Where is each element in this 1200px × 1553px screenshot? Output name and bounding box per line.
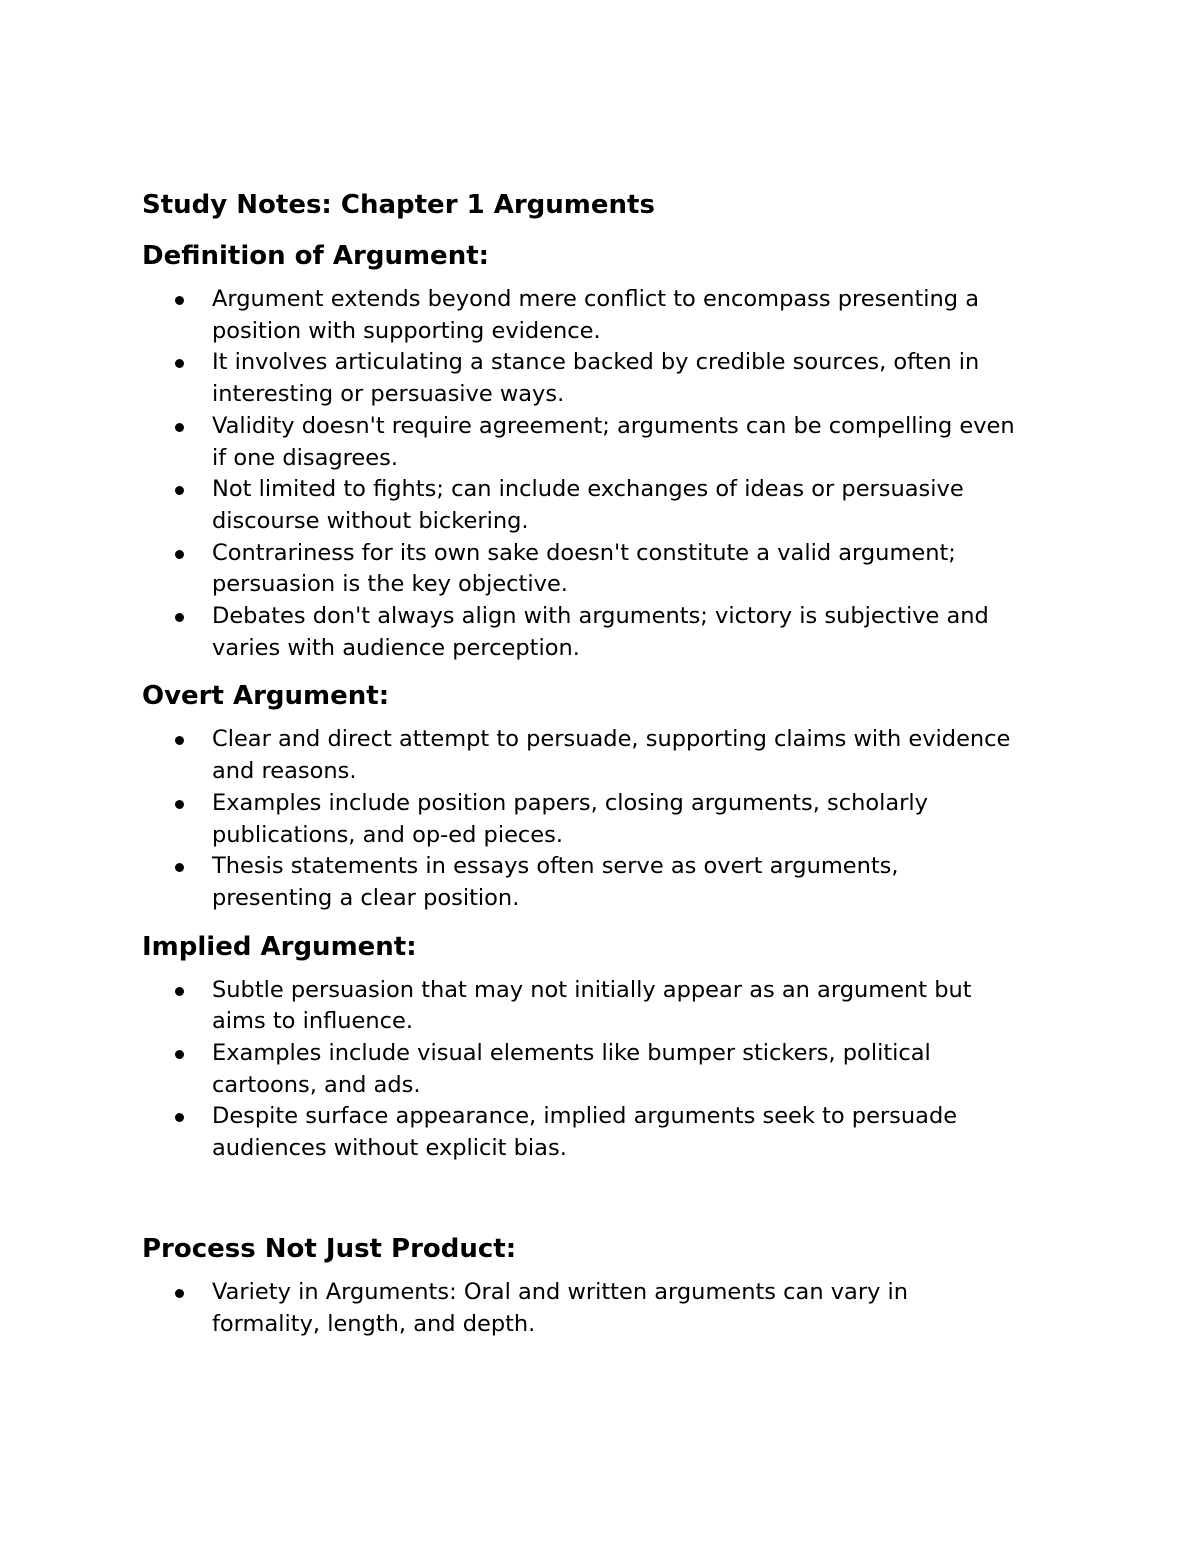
- bullet-line: Validity doesn't require agreement; arguments can be compelling even: [212, 412, 1015, 439]
- bullet-line: discourse without bickering.: [212, 507, 529, 534]
- bullet-line: persuasion is the key objective.: [212, 571, 568, 598]
- list-item: [142, 411, 1072, 474]
- list-item: [142, 284, 1072, 347]
- bullet-icon: [175, 423, 184, 432]
- list-item: [142, 538, 1072, 601]
- bullet-icon: [175, 987, 184, 996]
- bullet-line: Debates don't always align with arguments; victory is subjective and: [212, 603, 989, 630]
- bullet-list-overt: [142, 724, 1072, 914]
- section-heading-process: Process Not Just Product:: [142, 1233, 517, 1264]
- bullet-icon: [175, 359, 184, 368]
- list-item: [142, 788, 1072, 851]
- document-title: Study Notes: Chapter 1 Arguments: [142, 190, 655, 220]
- bullet-icon: [175, 736, 184, 745]
- section-heading-implied: Implied Argument:: [142, 931, 417, 962]
- bullet-line: presenting a clear position.: [212, 884, 520, 911]
- bullet-line: formality, length, and depth.: [212, 1310, 536, 1337]
- bullet-line: varies with audience perception.: [212, 634, 580, 661]
- bullet-line: audiences without explicit bias.: [212, 1135, 567, 1162]
- bullet-icon: [175, 550, 184, 559]
- bullet-line: publications, and op-ed pieces.: [212, 821, 564, 848]
- bullet-list-implied: [142, 975, 1072, 1165]
- list-item: [142, 724, 1072, 787]
- list-item: [142, 474, 1072, 537]
- bullet-line: Thesis statements in essays often serve as overt arguments,: [212, 853, 899, 880]
- bullet-icon: [175, 1289, 184, 1298]
- bullet-line: Clear and direct attempt to persuade, supporting claims with evidence: [212, 726, 1011, 753]
- blank-paragraph: [142, 1179, 1072, 1231]
- bullet-line: It involves articulating a stance backed by credible sources, often in: [212, 349, 980, 376]
- bullet-line: Subtle persuasion that may not initially appear as an argument but: [212, 976, 972, 1003]
- bullet-line: Contrariness for its own sake doesn't constitute a valid argument;: [212, 539, 956, 566]
- section-heading-definition: Definition of Argument:: [142, 241, 490, 271]
- bullet-icon: [175, 1050, 184, 1059]
- list-item: [142, 851, 1072, 914]
- document-content: [142, 186, 1072, 1354]
- section-heading-overt: Overt Argument:: [142, 681, 390, 712]
- bullet-icon: [175, 613, 184, 622]
- bullet-line: interesting or persuasive ways.: [212, 381, 565, 408]
- bullet-icon: [175, 486, 184, 495]
- bullet-list-process: [142, 1277, 1072, 1340]
- list-item: [142, 975, 1072, 1038]
- list-item: [142, 1101, 1072, 1164]
- bullet-icon: [175, 800, 184, 809]
- bullet-list-definition: [142, 284, 1072, 664]
- bullet-icon: [175, 863, 184, 872]
- bullet-line: Variety in Arguments: Oral and written arguments can vary in: [212, 1278, 909, 1305]
- list-item: [142, 347, 1072, 410]
- bullet-line: Despite surface appearance, implied arguments seek to persuade: [212, 1103, 958, 1130]
- bullet-line: Examples include position papers, closing arguments, scholarly: [212, 789, 928, 816]
- bullet-icon: [175, 1113, 184, 1122]
- bullet-line: Not limited to fights; can include exchanges of ideas or persuasive: [212, 476, 964, 503]
- bullet-line: position with supporting evidence.: [212, 317, 601, 344]
- list-item: [142, 601, 1072, 664]
- list-item: [142, 1277, 1072, 1340]
- bullet-line: and reasons.: [212, 758, 357, 785]
- bullet-line: Argument extends beyond mere conflict to encompass presenting a: [212, 286, 980, 312]
- bullet-line: cartoons, and ads.: [212, 1071, 421, 1098]
- bullet-icon: [175, 296, 184, 305]
- bullet-line: if one disagrees.: [212, 444, 398, 471]
- list-item: [142, 1038, 1072, 1101]
- bullet-line: aims to influence.: [212, 1008, 413, 1035]
- bullet-line: Examples include visual elements like bumper stickers, political: [212, 1040, 931, 1067]
